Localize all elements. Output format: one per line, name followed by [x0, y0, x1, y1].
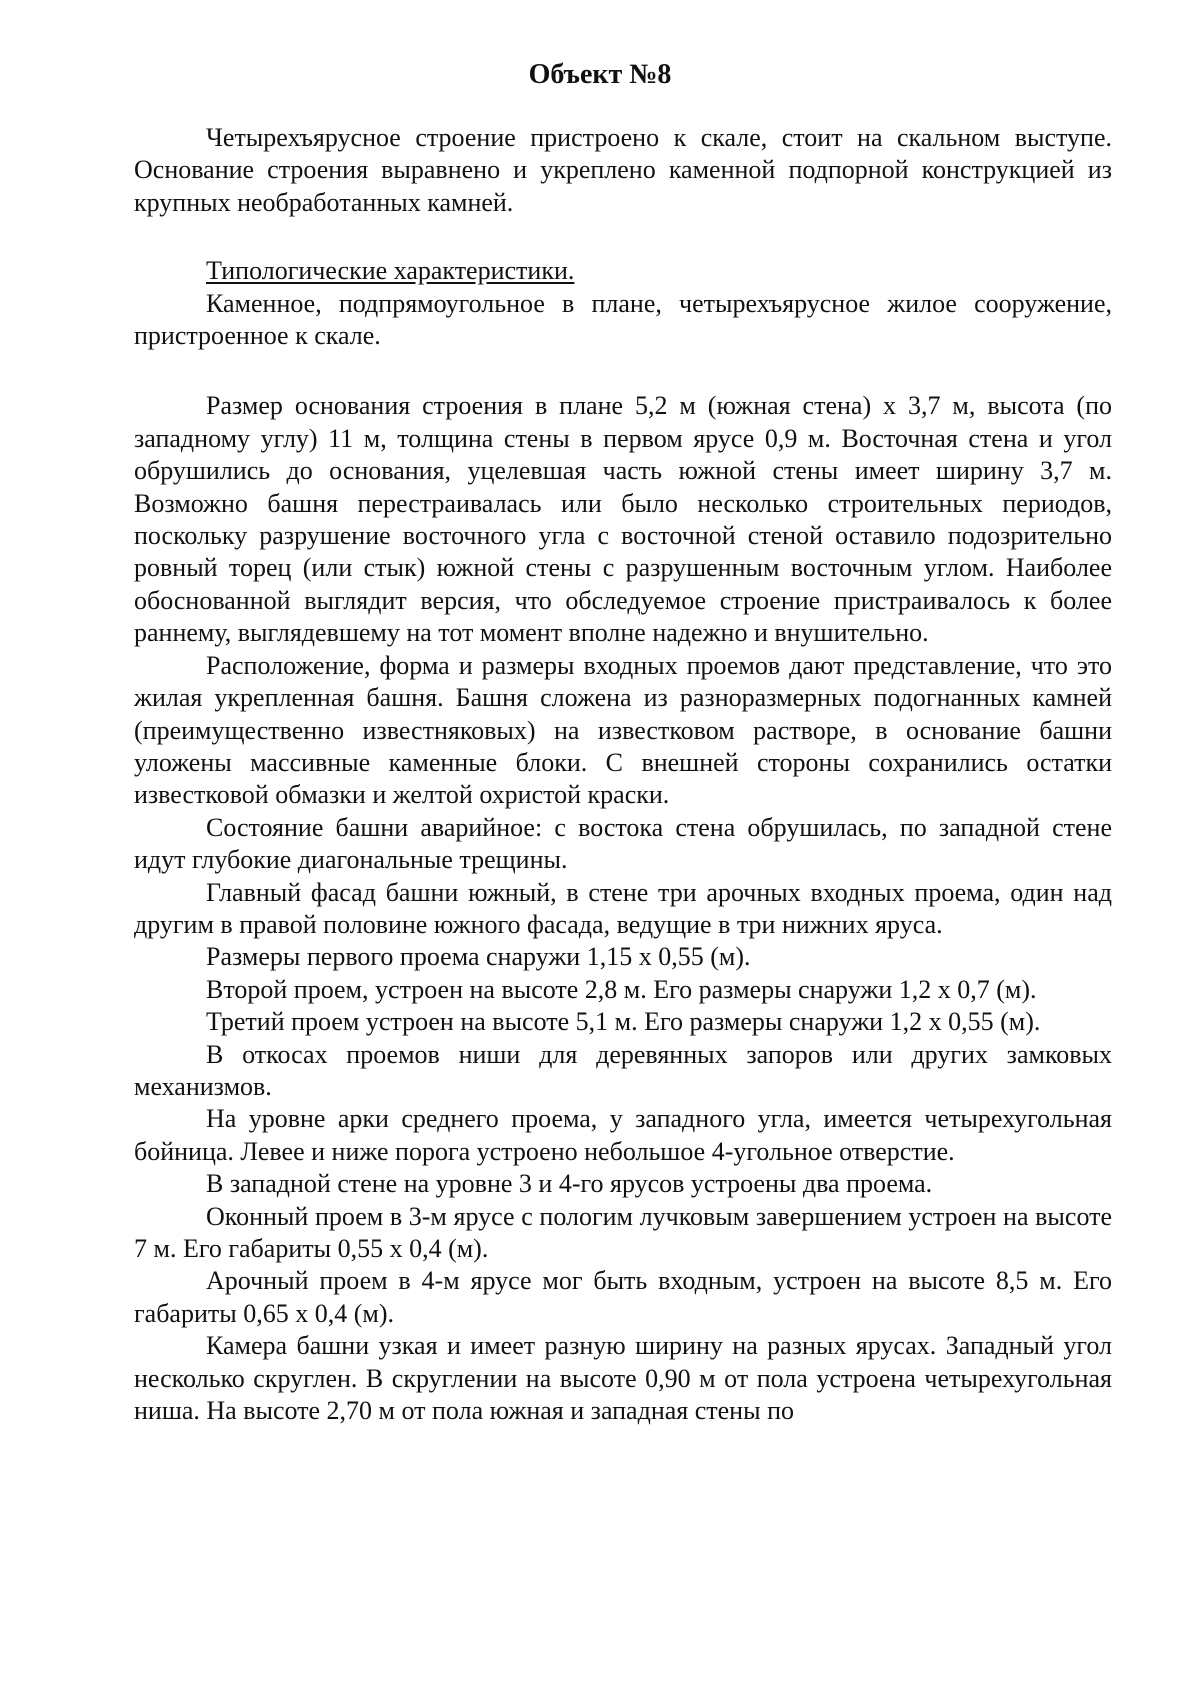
paragraph-chamber: Камера башни узкая и имеет разную ширину на разных ярусах. Западный угол несколько скруглен. В скруглении на высоте 0,90 м от пола устроена четырехугольная ниша. На высоте 2,70 м от пола южная и западная стены по	[134, 1331, 1112, 1426]
document-body	[134, 122, 1112, 1427]
paragraph-opening-1: Размеры первого проема снаружи 1,15 х 0,55 (м).	[206, 942, 751, 972]
paragraph-dimensions: Размер основания строения в плане 5,2 м (южная стена) х 3,7 м, высота (по западному углу) 11 м, толщина стены в первом ярусе 0,9 м. Восточная стена и угол обрушились до основания, уцелевшая часть южной стены имеет ширину 3,7 м. Возможно башня перестраивалась или было несколько строительных периодов, поскольку разрушение восточного угла с восточной стеной оставило подозрительно ровный торец (или стык) южной стены с разрушенным восточным углом. Наиболее обоснованной выглядит версия, что обследуемое строение пристраивалось к более раннему, выглядевшему на тот момент вполне надежно и внушительно.	[134, 391, 1112, 648]
section-heading-typology	[134, 255, 1112, 287]
paragraph-facade: Главный фасад башни южный, в стене три арочных входных проема, один над другим в правой половине южного фасада, ведущие в три нижних яруса.	[134, 877, 1112, 939]
spacer	[134, 219, 1112, 255]
paragraph-loophole: На уровне арки среднего проема, у западного угла, имеется четырехугольная бойница. Левее и ниже порога устроено небольшое 4-угольное отверстие.	[134, 1104, 1112, 1166]
paragraph-location: Расположение, форма и размеры входных проемов дают представление, что это жилая укрепленная башня. Башня сложена из разноразмерных подогнанных камней (преимущественно известняковых) на известковом растворе, в основание башни уложены массивные каменные блоки. С внешней стороны сохранились остатки известковой обмазки и желтой охристой краски.	[134, 650, 1112, 810]
spacer	[134, 352, 1112, 390]
paragraph-condition: Состояние башни аварийное: с востока стена обрушилась, по западной стене идут глубокие диагональные трещины.	[134, 812, 1112, 875]
paragraph-opening-2: Второй проем, устроен на высоте 2,8 м. Его размеры снаружи 1,2 х 0,7 (м).	[206, 974, 1037, 1004]
section-heading-text: Типологические характеристики.	[206, 256, 575, 286]
paragraph-window: Оконный проем в 3-м ярусе с пологим лучковым завершением устроен на высоте 7 м. Его габариты 0,55 х 0,4 (м).	[134, 1201, 1112, 1263]
paragraph-arched-opening: Арочный проем в 4-м ярусе мог быть входным, устроен на высоте 8,5 м. Его габариты 0,65 х 0,4 (м).	[134, 1266, 1112, 1328]
paragraph-intro: Четырехъярусное строение пристроено к скале, стоит на скальном выступе. Основание строения выравнено и укреплено каменной подпорной конструкцией из крупных необработанных камней.	[134, 123, 1112, 217]
paragraph-opening-3: Третий проем устроен на высоте 5,1 м. Его размеры снаружи 1,2 х 0,55 (м).	[206, 1007, 1041, 1037]
document-title: Объект №8	[528, 59, 672, 90]
paragraph-niches: В откосах проемов ниши для деревянных запоров или других замковых механизмов.	[134, 1039, 1112, 1101]
paragraph-typology: Каменное, подпрямоугольное в плане, четырехъярусное жилое сооружение, пристроенное к скале.	[134, 288, 1112, 351]
paragraph-west-wall: В западной стене на уровне 3 и 4-го ярусов устроены два проема.	[206, 1169, 933, 1199]
